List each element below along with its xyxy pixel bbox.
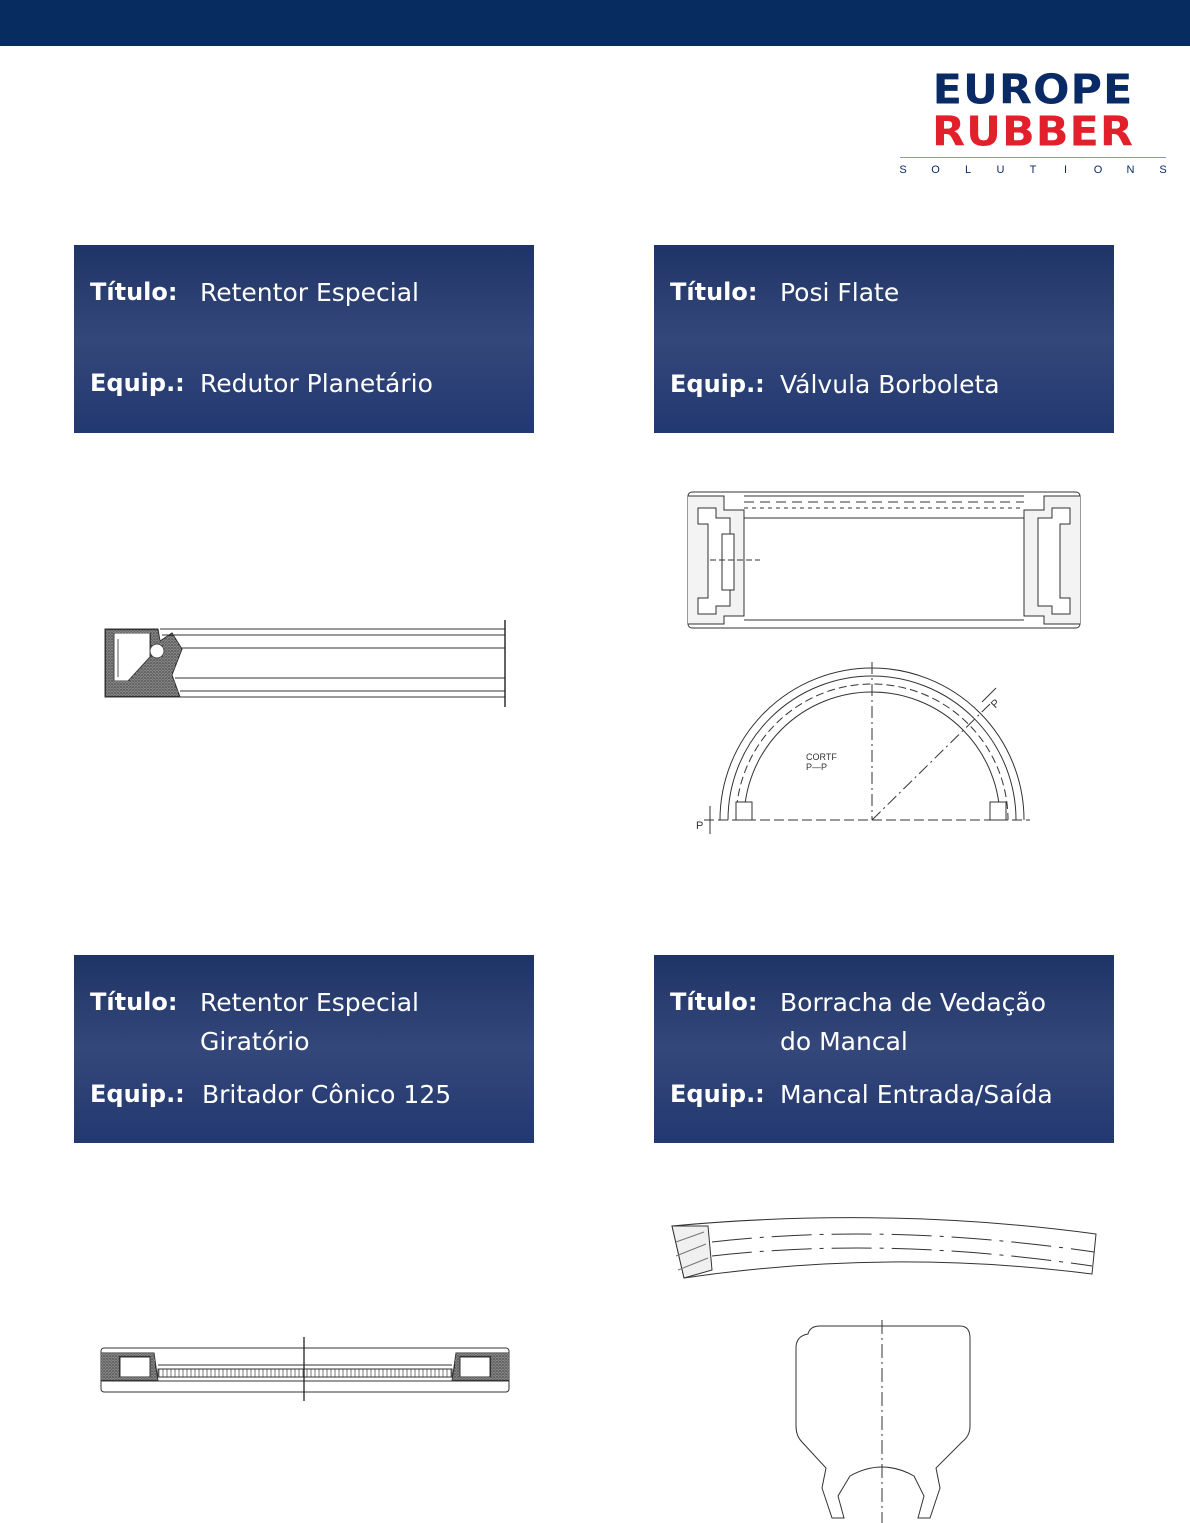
card-equip: Mancal Entrada/Saída bbox=[780, 1080, 1053, 1109]
product-card-posi-flate bbox=[654, 245, 1114, 433]
card-equip: Britador Cônico 125 bbox=[202, 1080, 452, 1109]
product-card-borracha-vedacao bbox=[654, 955, 1114, 1143]
title-label: Título: bbox=[670, 278, 758, 306]
card-title: Posi Flate bbox=[780, 278, 900, 307]
equip-label: Equip.: bbox=[670, 370, 765, 398]
logo-rubber: RUBBER bbox=[931, 108, 1135, 156]
drawing-retentor-especial bbox=[100, 615, 510, 710]
cut-mark-right: P bbox=[988, 697, 1003, 711]
tagline-letter: I bbox=[1063, 164, 1068, 176]
card-equip-row bbox=[90, 364, 524, 403]
card-title: Borracha de Vedação do Mancal bbox=[780, 988, 1047, 1056]
tagline-letter: S bbox=[899, 164, 907, 176]
tagline-letter: N bbox=[1126, 164, 1135, 176]
top-band bbox=[0, 0, 1190, 46]
product-card-retentor-especial bbox=[74, 245, 534, 433]
card-equip-row bbox=[670, 365, 1104, 404]
tagline-letter: O bbox=[931, 164, 940, 176]
drawing-retentor-giratorio bbox=[98, 1335, 512, 1403]
tagline-letter: S bbox=[1159, 164, 1167, 176]
card-equip: Válvula Borboleta bbox=[780, 370, 1000, 399]
drawing-borracha-vedacao-profile bbox=[790, 1318, 974, 1523]
card-title: Retentor Especial Giratório bbox=[200, 988, 420, 1056]
tagline-letter: L bbox=[964, 164, 972, 176]
equip-label: Equip.: bbox=[90, 369, 185, 397]
section-label-line2: P—P bbox=[806, 762, 828, 772]
logo-tagline bbox=[898, 164, 1168, 176]
logo-europe: EUROPE bbox=[932, 66, 1134, 114]
card-title-row bbox=[670, 273, 1104, 312]
card-title-row bbox=[670, 983, 1104, 1061]
logo-divider bbox=[900, 157, 1166, 158]
title-label: Título: bbox=[670, 988, 758, 1016]
equip-label: Equip.: bbox=[670, 1080, 765, 1108]
title-label: Título: bbox=[90, 988, 178, 1016]
card-equip-row bbox=[90, 1075, 524, 1114]
drawing-borracha-vedacao-curve bbox=[668, 1212, 1102, 1284]
title-label: Título: bbox=[90, 278, 178, 306]
card-title: Retentor Especial bbox=[200, 278, 420, 307]
cut-mark-left: P bbox=[696, 820, 704, 832]
drawing-posi-flate-side bbox=[684, 488, 1084, 633]
product-card-retentor-giratorio bbox=[74, 955, 534, 1143]
section-label-line1: CORTF bbox=[806, 752, 837, 762]
equip-label: Equip.: bbox=[90, 1080, 185, 1108]
tagline-letter: T bbox=[1029, 164, 1037, 176]
section-label bbox=[806, 752, 837, 772]
card-equip-row bbox=[670, 1075, 1104, 1114]
drawing-posi-flate-section bbox=[690, 658, 1030, 838]
tagline-letter: U bbox=[996, 164, 1005, 176]
card-equip: Redutor Planetário bbox=[200, 369, 433, 398]
card-title-row bbox=[90, 273, 524, 312]
card-title-row bbox=[90, 983, 524, 1061]
brand-logo bbox=[898, 66, 1168, 178]
tagline-letter: O bbox=[1093, 164, 1103, 176]
